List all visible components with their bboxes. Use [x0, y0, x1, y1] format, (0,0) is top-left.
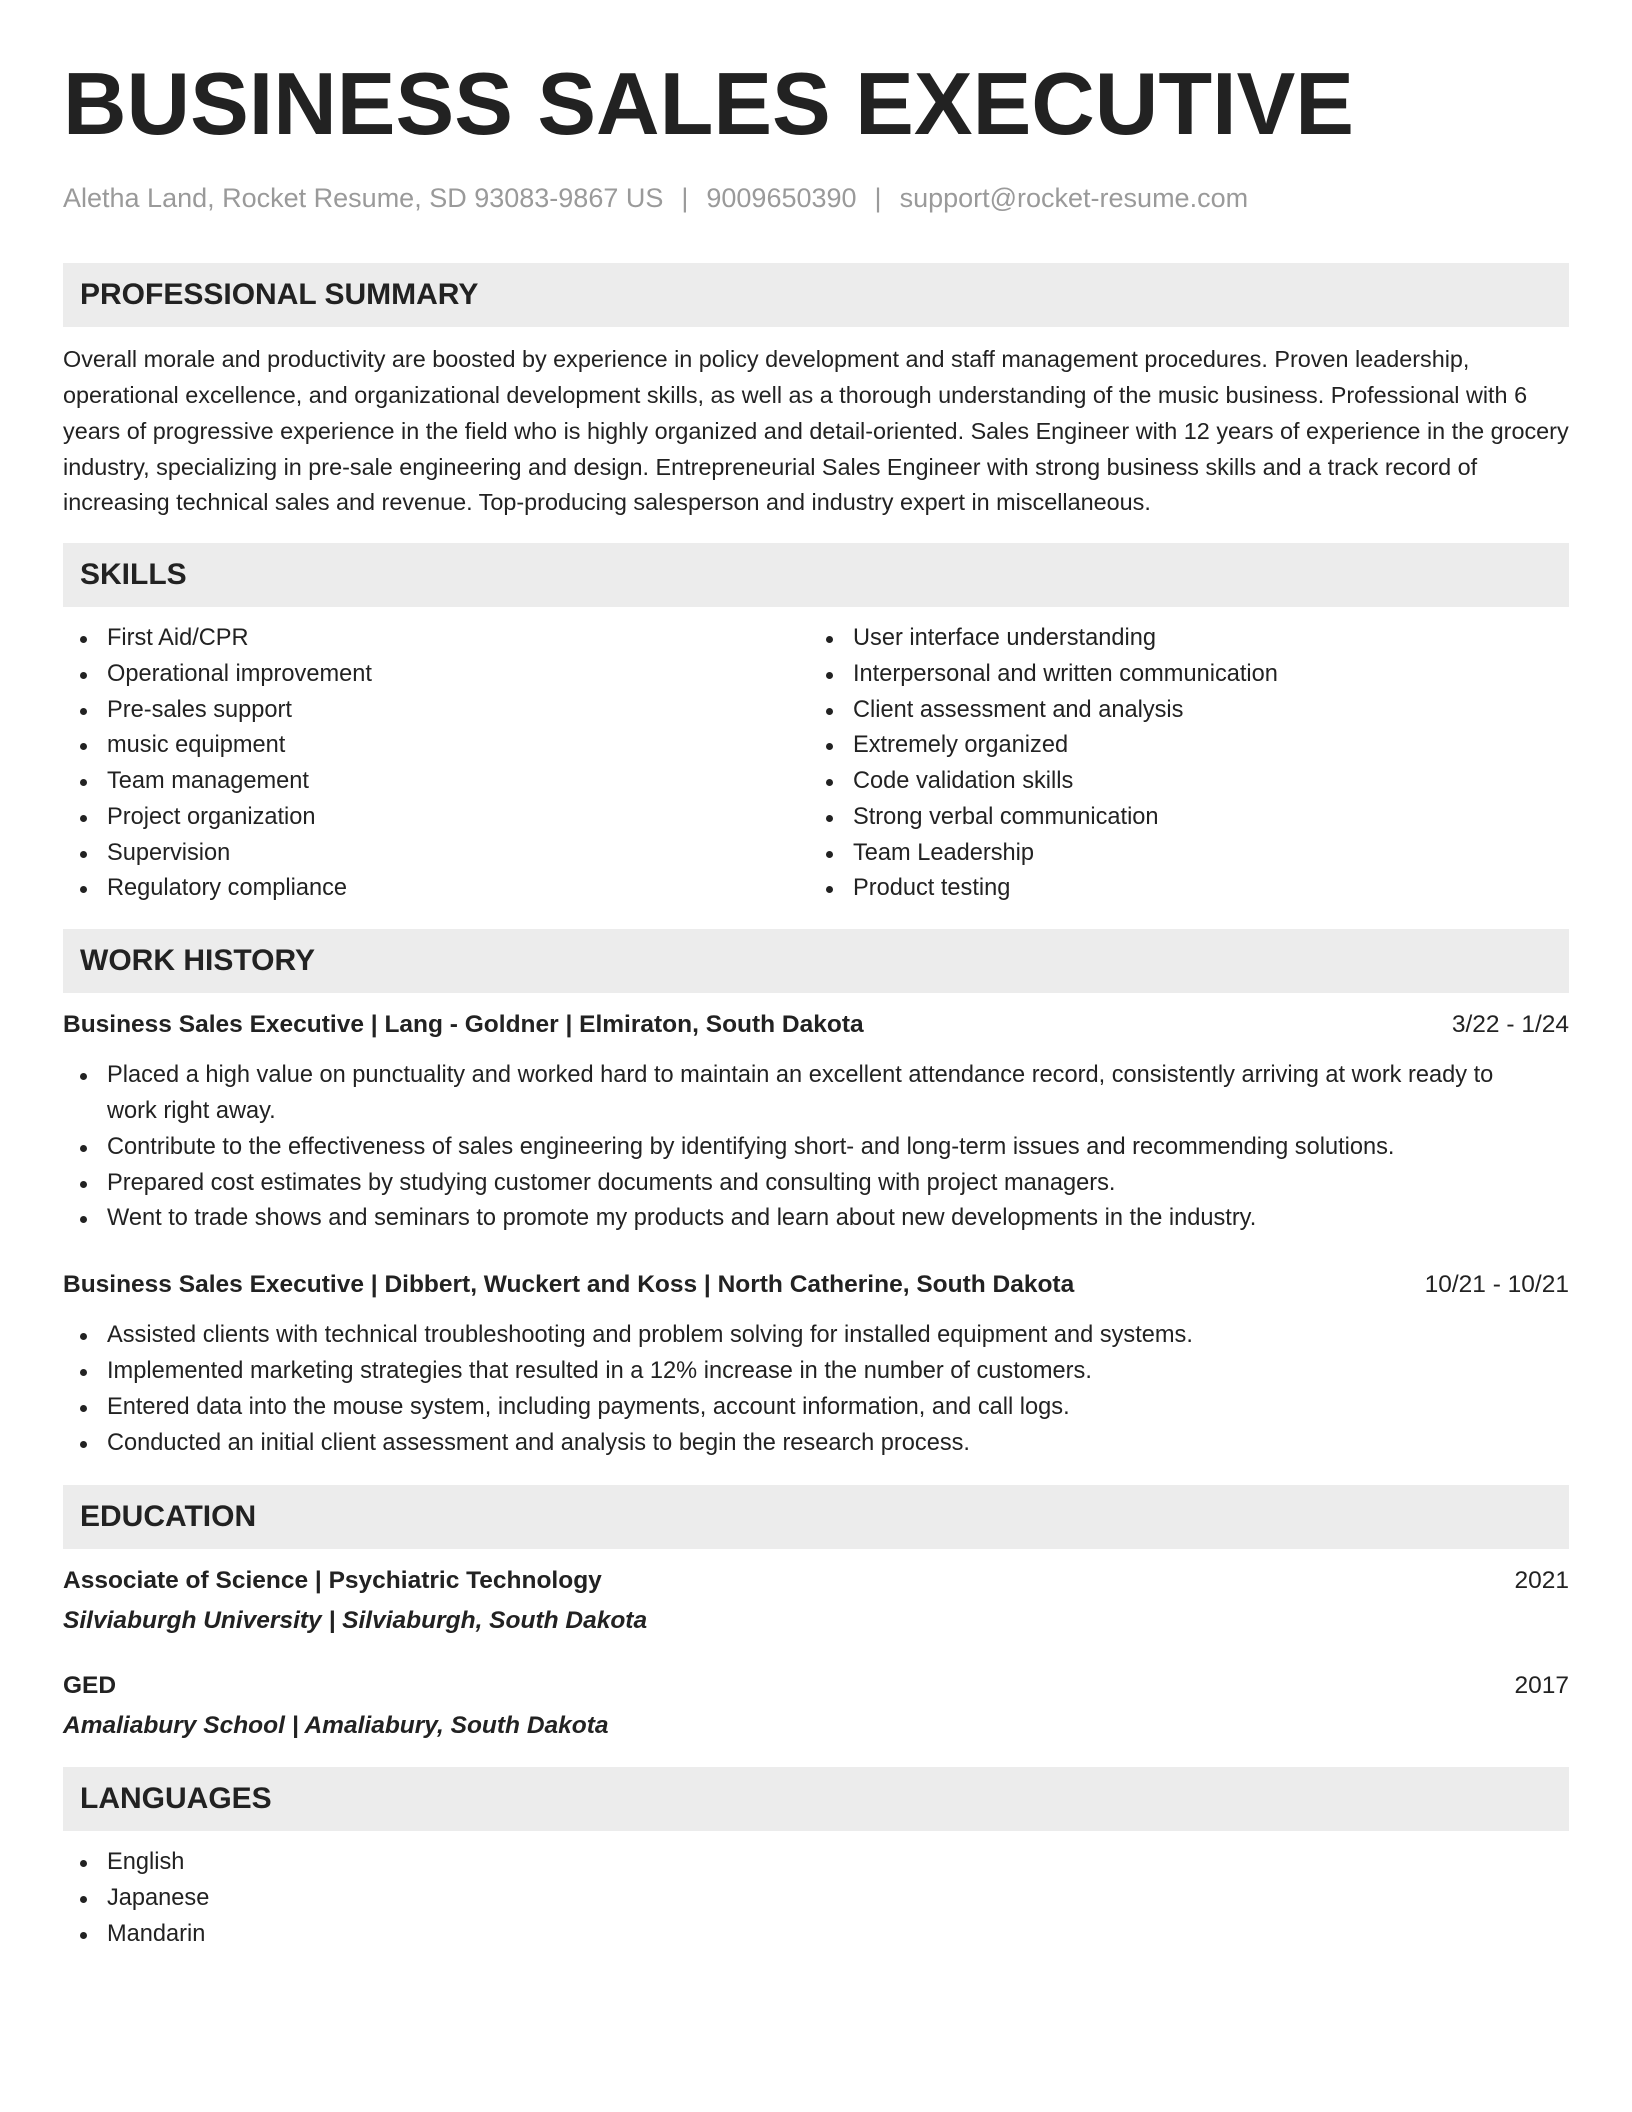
job-dates: 10/21 - 10/21	[1424, 1271, 1569, 1299]
skill-item: Product testing	[816, 871, 1569, 907]
skill-item: Code validation skills	[816, 764, 1569, 800]
skill-item: Supervision	[63, 836, 816, 872]
skill-item: Pre-sales support	[63, 693, 816, 729]
skill-item: Team Leadership	[816, 836, 1569, 872]
education-degree: GED	[63, 1672, 117, 1700]
resume-title: BUSINESS SALES EXECUTIVE	[63, 54, 1354, 153]
education-heading-row	[63, 1668, 1569, 1703]
job-heading: Business Sales Executive | Lang - Goldner | Elmiraton, South Dakota	[63, 1011, 864, 1039]
skill-item: Extremely organized	[816, 728, 1569, 764]
skill-item: Project organization	[63, 800, 816, 836]
section-title: SKILLS	[80, 557, 187, 591]
job-bullet: Conducted an initial client assessment and analysis to begin the research process.	[63, 1426, 1569, 1462]
skill-item: First Aid/CPR	[63, 621, 816, 657]
job-bullet: Assisted clients with technical troubleshooting and problem solving for installed equipment and systems.	[63, 1318, 1569, 1354]
section-header-work	[63, 929, 1569, 993]
languages-list	[63, 1845, 1569, 1952]
skill-item: music equipment	[63, 728, 816, 764]
education-heading-row	[63, 1563, 1569, 1598]
job-heading-row	[63, 1267, 1569, 1302]
skill-item: Interpersonal and written communication	[816, 657, 1569, 693]
section-title: PROFESSIONAL SUMMARY	[80, 278, 479, 312]
job-heading: Business Sales Executive | Dibbert, Wuckert and Koss | North Catherine, South Dakota	[63, 1271, 1075, 1299]
job-heading-row	[63, 1007, 1569, 1042]
language-item: Japanese	[63, 1881, 1569, 1917]
skill-item: Operational improvement	[63, 657, 816, 693]
skill-item: User interface understanding	[816, 621, 1569, 657]
education-entry	[63, 1563, 1569, 1638]
skills-list	[63, 621, 1569, 907]
job-bullet: Went to trade shows and seminars to promote my products and learn about new developments in the industry.	[63, 1201, 1569, 1237]
skill-item: Client assessment and analysis	[816, 693, 1569, 729]
skill-item: Regulatory compliance	[63, 871, 816, 907]
contact-address: Aletha Land, Rocket Resume, SD 93083-9867 US	[63, 183, 664, 213]
contact-line	[63, 182, 1569, 214]
section-title: LANGUAGES	[80, 1782, 272, 1816]
contact-separator: |	[874, 183, 882, 213]
section-header-skills	[63, 543, 1569, 607]
job-bullets	[63, 1058, 1569, 1237]
job-bullet: Contribute to the effectiveness of sales engineering by identifying short- and long-term issues and recommending solutions.	[63, 1130, 1569, 1166]
skills-column-left	[63, 621, 816, 907]
education-entry	[63, 1668, 1569, 1743]
section-header-education	[63, 1485, 1569, 1549]
job-bullet: Placed a high value on punctuality and worked hard to maintain an excellent attendance record, consistently arriving at work ready to work right away.	[63, 1058, 1569, 1130]
summary-text: Overall morale and productivity are boosted by experience in policy development and staff management procedures. Proven leadership, operational excellence, and organizational development skills, as well as a thorough understanding of the music business. Professional with 6 years of progressive experience in the field who is highly organized and detail-oriented. Sales Engineer with 12 years of experience in the grocery industry, specializing in pre-sale engineering and design. Entrepreneurial Sales Engineer with strong business skills and a track record of increasing technical sales and revenue. Top-producing salesperson and industry expert in miscellaneous.	[63, 346, 1569, 516]
contact-phone: 9009650390	[706, 183, 857, 213]
education-degree: Associate of Science | Psychiatric Technology	[63, 1567, 602, 1595]
skill-item: Team management	[63, 764, 816, 800]
job-bullet: Prepared cost estimates by studying customer documents and consulting with project managers.	[63, 1166, 1569, 1202]
job-entry	[63, 1267, 1569, 1461]
contact-email: support@rocket-resume.com	[899, 183, 1249, 213]
section-header-languages	[63, 1767, 1569, 1831]
job-bullet: Implemented marketing strategies that resulted in a 12% increase in the number of customers.	[63, 1354, 1569, 1390]
education-school: Amaliabury School | Amaliabury, South Dakota	[63, 1712, 609, 1740]
language-item: Mandarin	[63, 1917, 1569, 1953]
education-year: 2021	[1514, 1567, 1569, 1595]
job-bullet: Entered data into the mouse system, including payments, account information, and call logs.	[63, 1390, 1569, 1426]
section-title: WORK HISTORY	[80, 944, 316, 978]
language-item: English	[63, 1845, 1569, 1881]
job-bullets	[63, 1318, 1569, 1461]
education-year: 2017	[1514, 1672, 1569, 1700]
job-entry	[63, 1007, 1569, 1237]
education-school: Silviaburgh University | Silviaburgh, South Dakota	[63, 1607, 648, 1635]
skills-column-right	[816, 621, 1569, 907]
section-header-summary	[63, 263, 1569, 327]
skill-item: Strong verbal communication	[816, 800, 1569, 836]
job-dates: 3/22 - 1/24	[1451, 1011, 1569, 1039]
section-title: EDUCATION	[80, 1500, 257, 1534]
contact-separator: |	[681, 183, 689, 213]
